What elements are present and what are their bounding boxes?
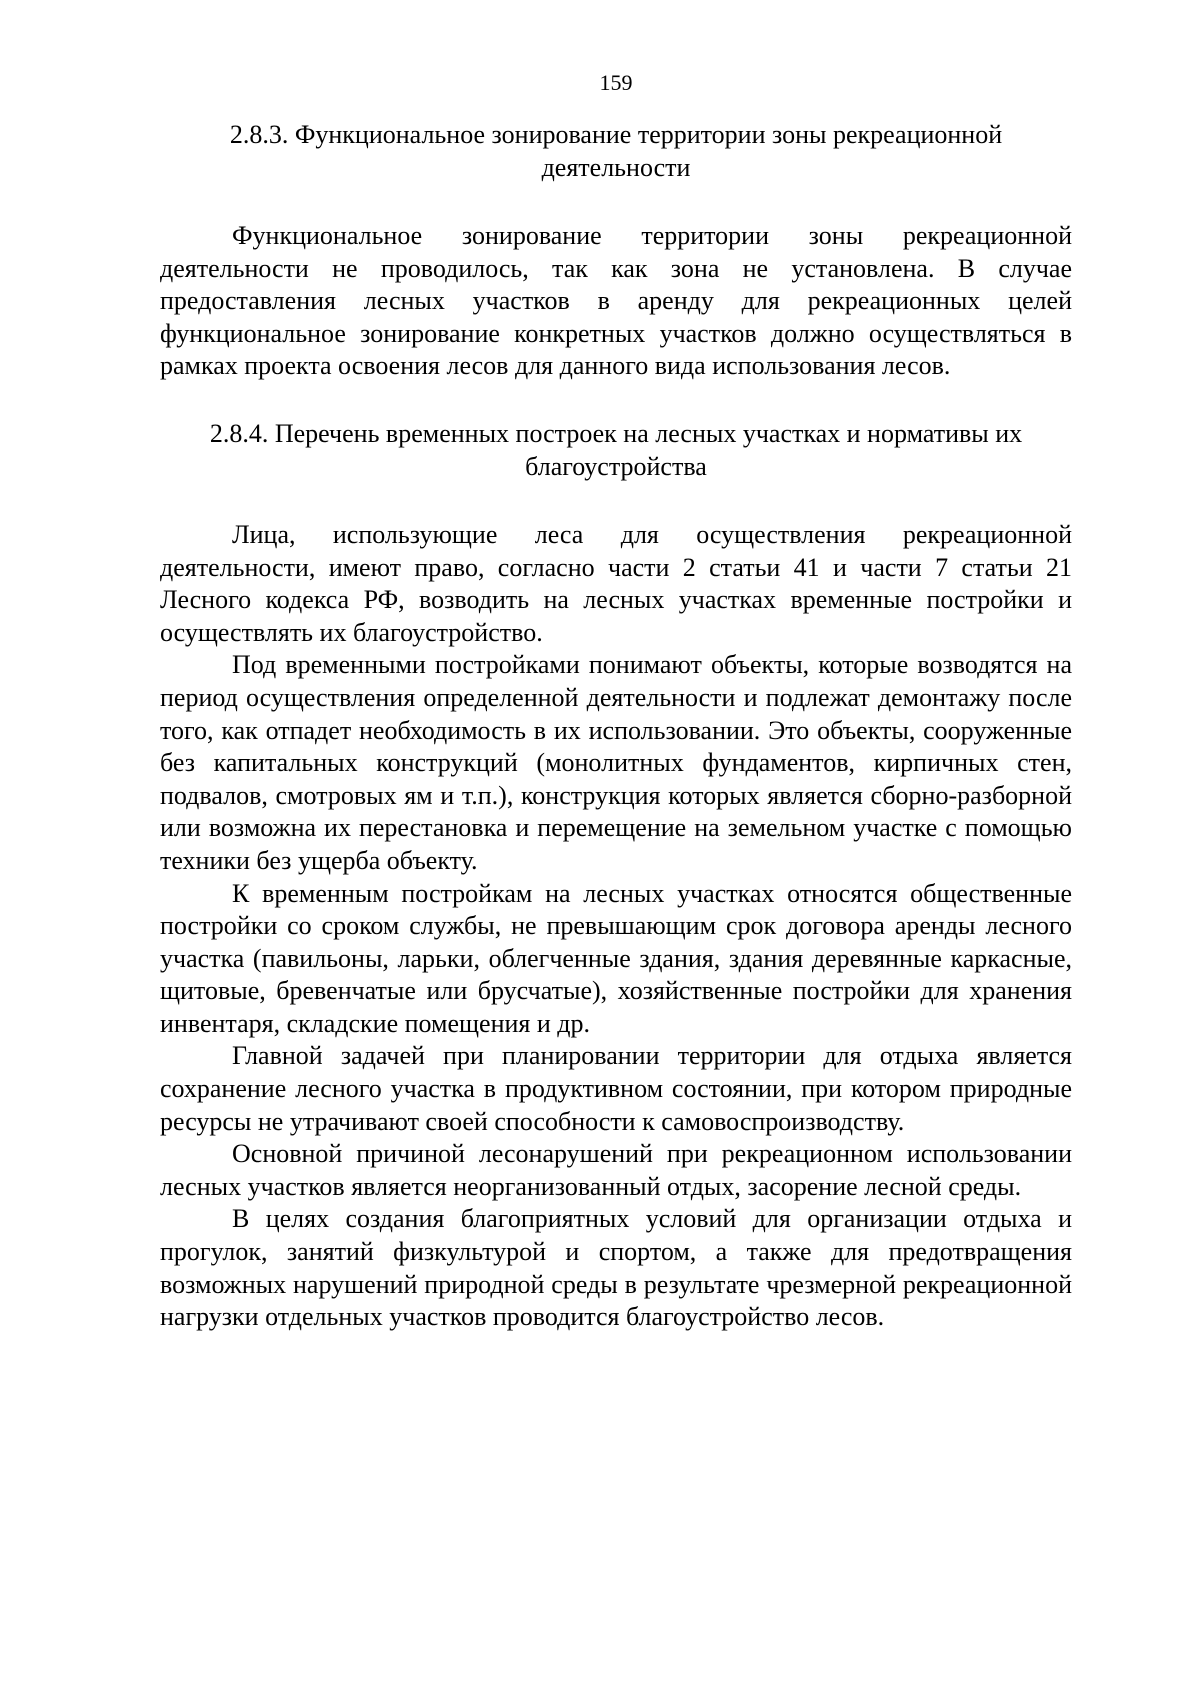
section-2-8-3 (160, 118, 1072, 383)
paragraph: Главной задачей при планировании территории для отдыха является сохранение лесного участка в продуктивном состоянии, при котором природные ресурсы не утрачивают своей способности к самовоспроизводству. (160, 1041, 1072, 1136)
paragraph: Лица, использующие леса для осуществления рекреационной деятельности, имеют право, согласно части 2 статьи 41 и части 7 статьи 21 Лесного кодекса РФ, возводить на лесных участках временные постройки и осуществлять их благоустройство. (160, 519, 1072, 647)
paragraph: К временным постройкам на лесных участках относятся общественные постройки со сроком службы, не превышающим срок договора аренды лесного участка (павильоны, ларьки, облегченные здания, здания деревянные каркасные, щитовые, бревенчатые или брусчатые), хозяйственные постройки для хранения инвентаря, складские помещения и др. (160, 878, 1072, 1038)
section-2-8-4 (160, 417, 1072, 1334)
section-heading-line: благоустройства (525, 451, 707, 481)
page-number: 159 (599, 70, 633, 95)
section-heading (160, 417, 1072, 483)
section-heading-line: 2.8.4. Перечень временных построек на лесных участках и нормативы их (209, 418, 1023, 448)
section-heading (160, 118, 1072, 184)
paragraph: Под временными постройками понимают объекты, которые возводятся на период осуществления определенной деятельности и подлежат демонтажу после того, как отпадет необходимость в их использовании. Это объекты, сооруженные без капитальных конструкций (монолитных фундаментов, кирпичных стен, подвалов, смотровых ям и т.п.), конструкция которых является сборно-разборной или возможна их перестановка и перемещение на земельном участке с помощью техники без ущерба объекту. (160, 650, 1072, 875)
paragraph: Функциональное зонирование территории зоны рекреационной деятельности не проводилось, так как зона не установлена. В случае предоставления лесных участков в аренду для рекреационных целей функциональное зонирование конкретных участков должно осуществляться в рамках проекта освоения лесов для данного вида использования лесов. (160, 221, 1072, 381)
document-page (160, 70, 1072, 1334)
section-heading-line: деятельности (541, 153, 691, 182)
paragraph: В целях создания благоприятных условий для организации отдыха и прогулок, занятий физкультурой и спортом, а также для предотвращения возможных нарушений природной среды в результате чрезмерной рекреационной нагрузки отдельных участков проводится благоустройство лесов. (160, 1204, 1072, 1332)
paragraph: Основной причиной лесонарушений при рекреационном использовании лесных участков является неорганизованный отдых, засорение лесной среды. (160, 1139, 1072, 1201)
section-heading-line: 2.8.3. Функциональное зонирование территории зоны рекреационной (229, 120, 1003, 149)
